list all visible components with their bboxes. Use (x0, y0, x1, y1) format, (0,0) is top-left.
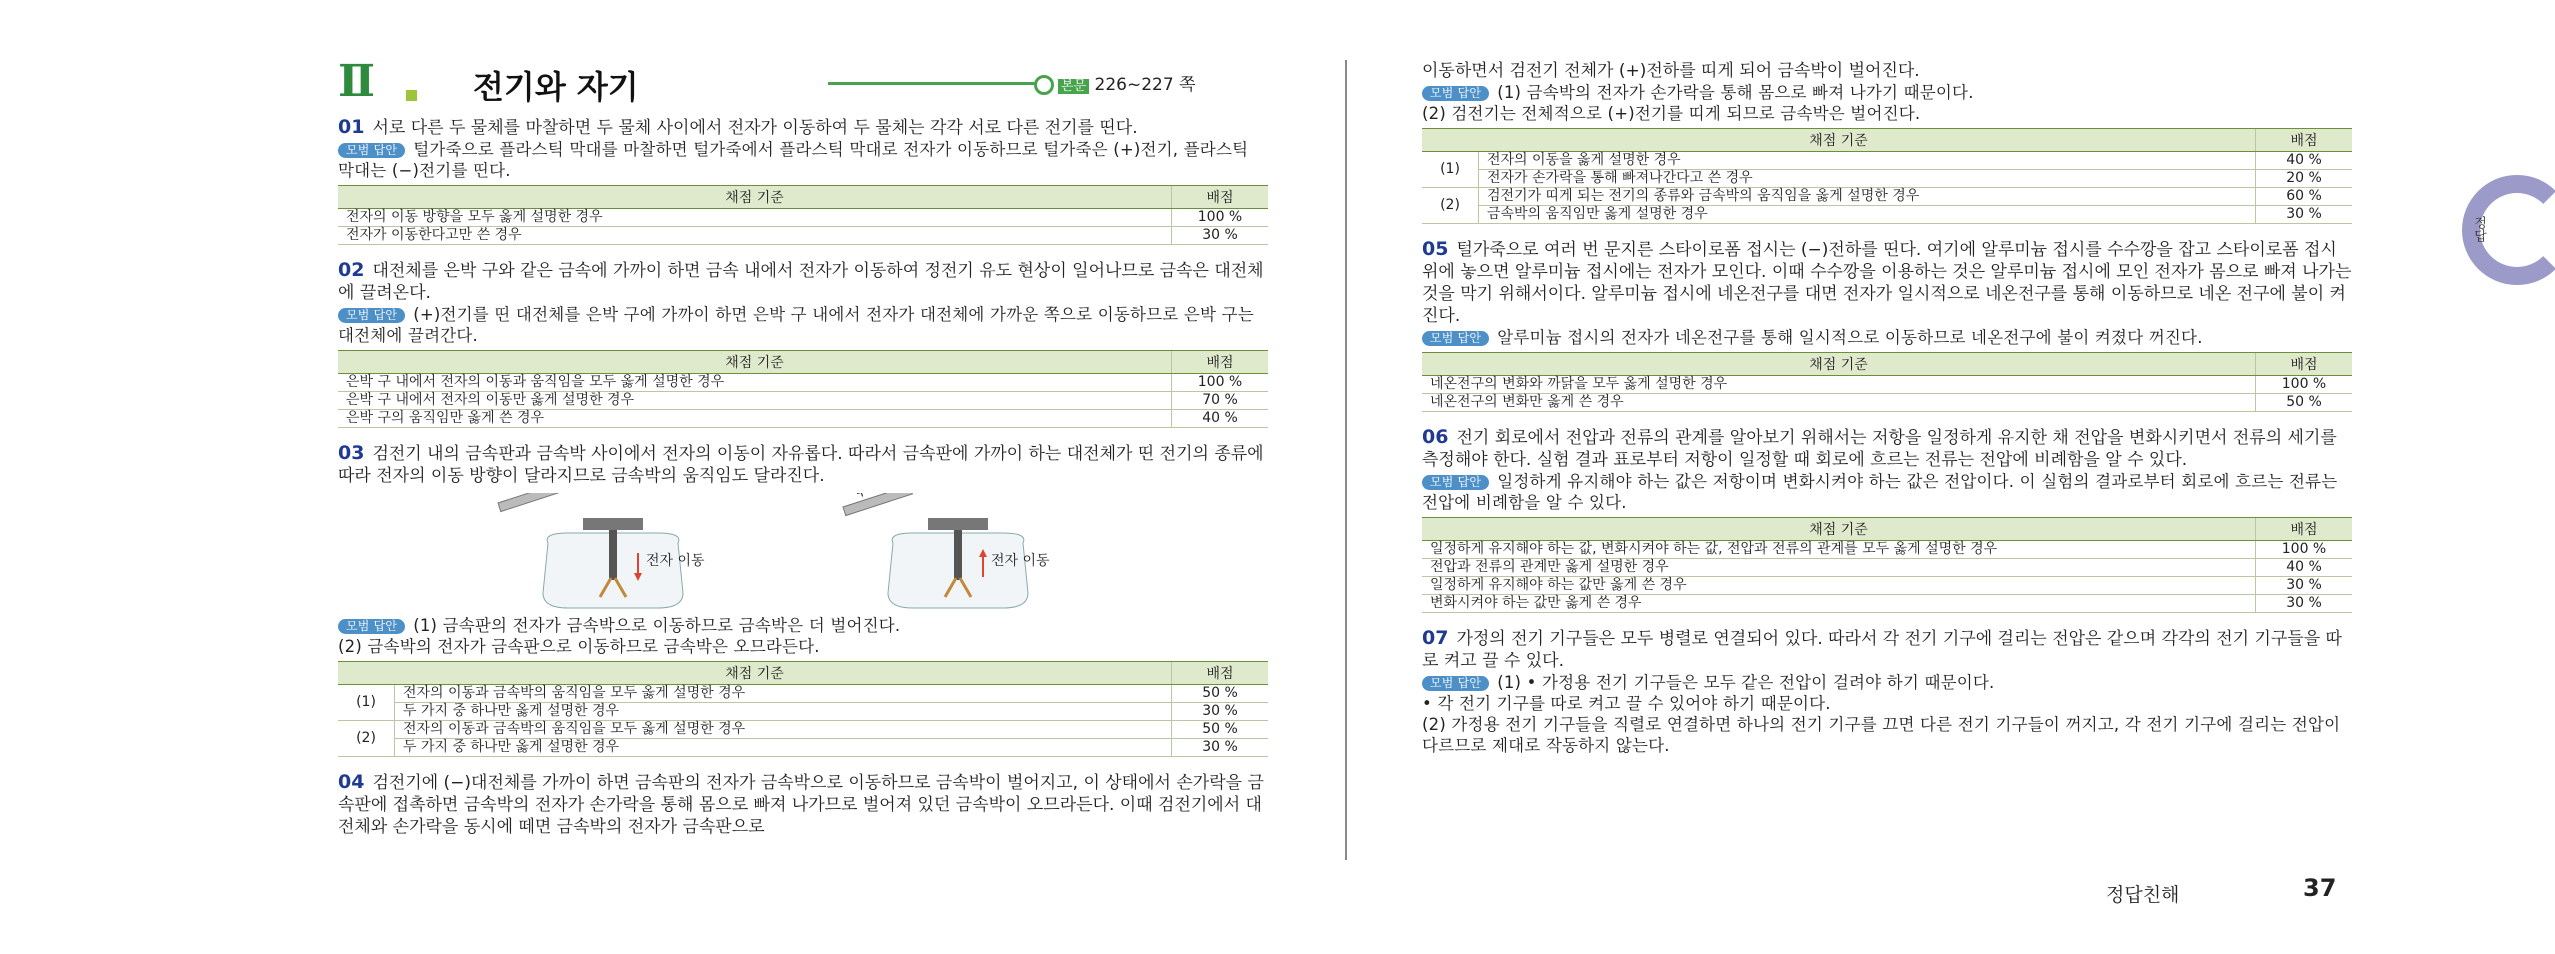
side-tab-label: 정답 (2471, 216, 2486, 242)
scoring-table (1422, 352, 2352, 412)
criterion: 금속박의 움직임만 옳게 설명한 경우 (1479, 206, 2256, 224)
question-text (338, 771, 1268, 838)
table-row (1422, 376, 2352, 394)
ref-badge: 본문 (1058, 79, 1089, 94)
table-header: 채점 기준 (1422, 129, 2256, 152)
table-header: 채점 기준 (338, 186, 1172, 209)
sub-question: (1) (1422, 152, 1479, 188)
criterion: 두 가지 중 하나만 옳게 설명한 경우 (395, 739, 1172, 757)
scoring-table (338, 185, 1268, 245)
ref-pages: 226~227 쪽 (1094, 75, 1196, 95)
answer-badge: 모범 답안 (1422, 86, 1489, 101)
question-text (338, 259, 1268, 304)
answer-text: 알루미늄 접시의 전자가 네온전구를 통해 일시적으로 이동하므로 네온전구에 불이 켜졌다 꺼진다. (1497, 328, 2203, 347)
score: 40 % (2256, 559, 2353, 577)
score: 100 % (2256, 376, 2353, 394)
question-04 (338, 771, 1268, 838)
question-body: 전기 회로에서 전압과 전류의 관계를 알아보기 위해서는 저항을 일정하게 유지한 채 전압을 변화시키면서 전류의 세기를 측정해야 한다. 실험 결과 표로부터 저항이 일정할 때 회로에 흐르는 전류는 전압에 비례함을 알 수 있다. (1422, 428, 2337, 470)
footer-title: 정답친해 (2106, 884, 2180, 906)
criterion: 네온전구의 변화와 까닭을 모두 옳게 설명한 경우 (1422, 376, 2256, 394)
criterion: 전압과 전류의 관계만 옳게 설명한 경우 (1422, 559, 2256, 577)
score: 30 % (2256, 595, 2353, 613)
table-header: 채점 기준 (1422, 518, 2256, 541)
question-text (338, 442, 1268, 487)
chapter-header (338, 56, 1268, 114)
question-body: 서로 다른 두 물체를 마찰하면 두 물체 사이에서 전자가 이동하여 두 물체는 각각 서로 다른 전기를 띤다. (372, 118, 1138, 138)
answer-text: (+)전기를 띤 대전체를 은박 구에 가까이 하면 은박 구 내에서 전자가 대전체에 가까운 쪽으로 이동하므로 은박 구는 대전체에 끌려간다. (338, 305, 1254, 345)
answer (338, 304, 1268, 346)
question-text (338, 116, 1268, 139)
scoring-table (1422, 517, 2352, 613)
table-row (338, 703, 1268, 721)
criterion: 두 가지 중 하나만 옳게 설명한 경우 (395, 703, 1172, 721)
score: 30 % (1172, 739, 1269, 757)
answer-text: (1) • 가정용 전기 기구들은 모두 같은 전압이 걸려야 하기 때문이다. (1497, 673, 1995, 692)
criterion: 검전기가 띠게 되는 전기의 종류와 금속박의 움직임을 옳게 설명한 경우 (1479, 188, 2256, 206)
score: 30 % (2256, 577, 2353, 595)
answer (338, 615, 1268, 636)
question-06 (1422, 426, 2352, 613)
score: 30 % (1172, 227, 1269, 245)
question-text (1422, 627, 2352, 672)
question-text (1422, 426, 2352, 471)
answer (338, 139, 1268, 181)
table-row (1422, 577, 2352, 595)
criterion: 은박 구 내에서 전자의 이동만 옳게 설명한 경우 (338, 392, 1172, 410)
criterion: 일정하게 유지해야 하는 값만 옳게 쓴 경우 (1422, 577, 2256, 595)
score: 20 % (2256, 170, 2353, 188)
answer-text: 털가죽으로 플라스틱 막대를 마찰하면 털가죽에서 플라스틱 막대로 전자가 이동하므로 털가죽은 (+)전기, 플라스틱 막대는 (−)전기를 띤다. (338, 140, 1249, 180)
table-header: 배점 (2256, 518, 2353, 541)
table-row (1422, 206, 2352, 224)
answer-badge: 모범 답안 (338, 619, 405, 634)
question-body: 가정의 전기 기구들은 모두 병렬로 연결되어 있다. 따라서 각 전기 기구에 걸리는 전압은 같으며 각각의 전기 기구들을 따로 켜고 끌 수 있다. (1422, 629, 2342, 671)
score: 30 % (2256, 206, 2353, 224)
score: 100 % (2256, 541, 2353, 559)
score: 100 % (1172, 374, 1269, 392)
table-row (1422, 188, 2352, 206)
answer-badge: 모범 답안 (1422, 475, 1489, 490)
table-row (338, 721, 1268, 739)
right-column (1422, 0, 2352, 756)
table-row (338, 209, 1268, 227)
criterion: 일정하게 유지해야 하는 값, 변화시켜야 하는 값, 전압과 전류의 관계를 모두 옳게 설명한 경우 (1422, 541, 2256, 559)
answer (1422, 471, 2352, 513)
score: 100 % (1172, 209, 1269, 227)
electroscope-figure (338, 493, 1268, 611)
question-02 (338, 259, 1268, 428)
table-row (338, 739, 1268, 757)
score: 50 % (1172, 721, 1269, 739)
answer-badge: 모범 답안 (1422, 676, 1489, 691)
score: 60 % (2256, 188, 2353, 206)
table-row (1422, 541, 2352, 559)
chapter-roman-numeral: Ⅱ (338, 56, 376, 107)
chapter-rule (828, 82, 1038, 85)
criterion: 은박 구의 움직임만 옳게 쓴 경우 (338, 410, 1172, 428)
question-number: 03 (338, 442, 365, 464)
answer-text: (1) 금속박의 전자가 손가락을 통해 몸으로 빠져 나가기 때문이다. (1497, 83, 1974, 102)
table-row (1422, 595, 2352, 613)
score: 40 % (1172, 410, 1269, 428)
answer-text: 일정하게 유지해야 하는 값은 저항이며 변화시켜야 하는 값은 전압이다. 이 실험의 결과로부터 회로에 흐르는 전류는 전압에 비례함을 알 수 있다. (1422, 472, 2338, 512)
question-text (1422, 238, 2352, 327)
question-number: 07 (1422, 627, 1449, 649)
electroscope-illustration (338, 493, 1268, 611)
criterion: 전자의 이동과 금속박의 움직임을 모두 옳게 설명한 경우 (395, 685, 1172, 703)
criterion: 전자가 이동한다고만 쓴 경우 (338, 227, 1172, 245)
answer-part-1b: • 각 전기 기구를 따로 켜고 끌 수 있어야 하기 때문이다. (1422, 694, 1831, 713)
question-03 (338, 442, 1268, 757)
question-04-continued: 이동하면서 검전기 전체가 (+)전하를 띠게 되어 금속박이 벌어진다. (1422, 61, 1920, 81)
chapter-dot-icon (406, 90, 417, 101)
table-header: 배점 (1172, 662, 1269, 685)
table-row (338, 374, 1268, 392)
sub-question: (1) (338, 685, 395, 721)
answer-badge: 모범 답안 (338, 143, 405, 158)
question-body: 대전체를 은박 구와 같은 금속에 가까이 하면 금속 내에서 전자가 이동하여 정전기 유도 현상이 일어나므로 금속은 대전체에 끌려온다. (338, 261, 1264, 303)
question-body: 검전기 내의 금속판과 금속박 사이에서 전자의 이동이 자유롭다. 따라서 금속판에 가까이 하는 대전체가 띤 전기의 종류에 따라 전자의 이동 방향이 달라지므로 금속박의 움직임도 달라진다. (338, 444, 1264, 486)
table-header: 배점 (2256, 129, 2353, 152)
table-row (338, 392, 1268, 410)
question-number: 04 (338, 771, 365, 793)
score: 50 % (2256, 394, 2353, 412)
table-header: 배점 (2256, 353, 2353, 376)
table-row (338, 685, 1268, 703)
answer-part-2: (2) 가정용 전기 기구들을 직렬로 연결하면 하나의 전기 기구를 끄면 다른 전기 기구들이 꺼지고, 각 전기 기구에 걸리는 전압이 다르므로 제대로 작동하지 않는다. (1422, 715, 2341, 755)
table-row (1422, 559, 2352, 577)
question-01 (338, 116, 1268, 245)
answer-badge: 모범 답안 (338, 308, 405, 323)
criterion: 은박 구 내에서 전자의 이동과 움직임을 모두 옳게 설명한 경우 (338, 374, 1172, 392)
criterion: 전자가 손가락을 통해 빠져나간다고 쓴 경우 (1479, 170, 2256, 188)
score: 40 % (2256, 152, 2353, 170)
table-header: 채점 기준 (1422, 353, 2256, 376)
answer (1422, 327, 2352, 348)
table-header: 배점 (1172, 186, 1269, 209)
answer-text: (1) 금속판의 전자가 금속박으로 이동하므로 금속박은 더 벌어진다. (413, 616, 901, 635)
sub-question: (2) (1422, 188, 1479, 224)
figure-label-2: 전자 이동 (991, 553, 1050, 569)
sub-question: (2) (338, 721, 395, 757)
scoring-table (1422, 128, 2352, 224)
question-number: 02 (338, 259, 365, 281)
table-row (338, 410, 1268, 428)
question-05 (1422, 238, 2352, 412)
score: 70 % (1172, 392, 1269, 410)
question-body: 검전기에 (−)대전체를 가까이 하면 금속판의 전자가 금속박으로 이동하므로 금속박이 벌어지고, 이 상태에서 손가락을 금속판에 접촉하면 금속박의 전자가 손가락을 통해 몸으로 빠져 나가므로 벌어져 있던 금속박이 오므라든다. 이때 검전기에서 대전체와 손가락을 동시에 떼면 금속박의 전자가 금속판으로 (338, 773, 1264, 837)
table-row (1422, 394, 2352, 412)
question-number: 05 (1422, 238, 1449, 260)
table-row (1422, 170, 2352, 188)
chapter-circle-icon (1034, 75, 1054, 95)
table-row (1422, 152, 2352, 170)
criterion: 전자의 이동과 금속박의 움직임을 모두 옳게 설명한 경우 (395, 721, 1172, 739)
scoring-table (338, 350, 1268, 428)
question-body: 털가죽으로 여러 번 문지른 스타이로폼 접시는 (−)전하를 띤다. 여기에 알루미늄 접시를 수수깡을 잡고 스타이로폼 접시 위에 놓으면 알루미늄 접시에는 전자가 모인다. 이때 수수깡을 이용하는 것은 알루미늄 접시에 모인 전자가 몸으로 빠져 나가는 것을 막기 위해서이다. 알루미늄 접시에 네온전구를 대면 전자가 일시적으로 네온전구를 통해 이동하므로 네온 전구에 불이 켜진다. (1422, 240, 2352, 326)
answer-badge: 모범 답안 (1422, 331, 1489, 346)
question-number: 01 (338, 116, 365, 138)
scoring-table (338, 661, 1268, 757)
table-header: 채점 기준 (338, 662, 1172, 685)
question-07 (1422, 627, 2352, 756)
table-header: 채점 기준 (338, 351, 1172, 374)
criterion: 변화시켜야 하는 값만 옳게 쓴 경우 (1422, 595, 2256, 613)
chapter-page-ref (1058, 70, 1196, 95)
chapter-title: 전기와 자기 (473, 68, 639, 106)
table-row (338, 227, 1268, 245)
score: 30 % (1172, 703, 1269, 721)
column-divider (1345, 60, 1347, 860)
answer (1422, 82, 2352, 103)
criterion: 전자의 이동을 옳게 설명한 경우 (1479, 152, 2256, 170)
criterion: 네온전구의 변화만 옳게 쓴 경우 (1422, 394, 2256, 412)
answer (1422, 672, 2352, 693)
page-number: 37 (2303, 874, 2337, 902)
left-column (338, 0, 1268, 838)
answer-part-2: (2) 금속박의 전자가 금속판으로 이동하므로 금속박은 오므라든다. (338, 637, 820, 656)
criterion: 전자의 이동 방향을 모두 옳게 설명한 경우 (338, 209, 1172, 227)
score: 50 % (1172, 685, 1269, 703)
figure-label-1: 전자 이동 (646, 553, 705, 569)
table-header: 배점 (1172, 351, 1269, 374)
answer-part-2: (2) 검전기는 전체적으로 (+)전기를 띠게 되므로 금속박은 벌어진다. (1422, 104, 1921, 123)
question-number: 06 (1422, 426, 1449, 448)
